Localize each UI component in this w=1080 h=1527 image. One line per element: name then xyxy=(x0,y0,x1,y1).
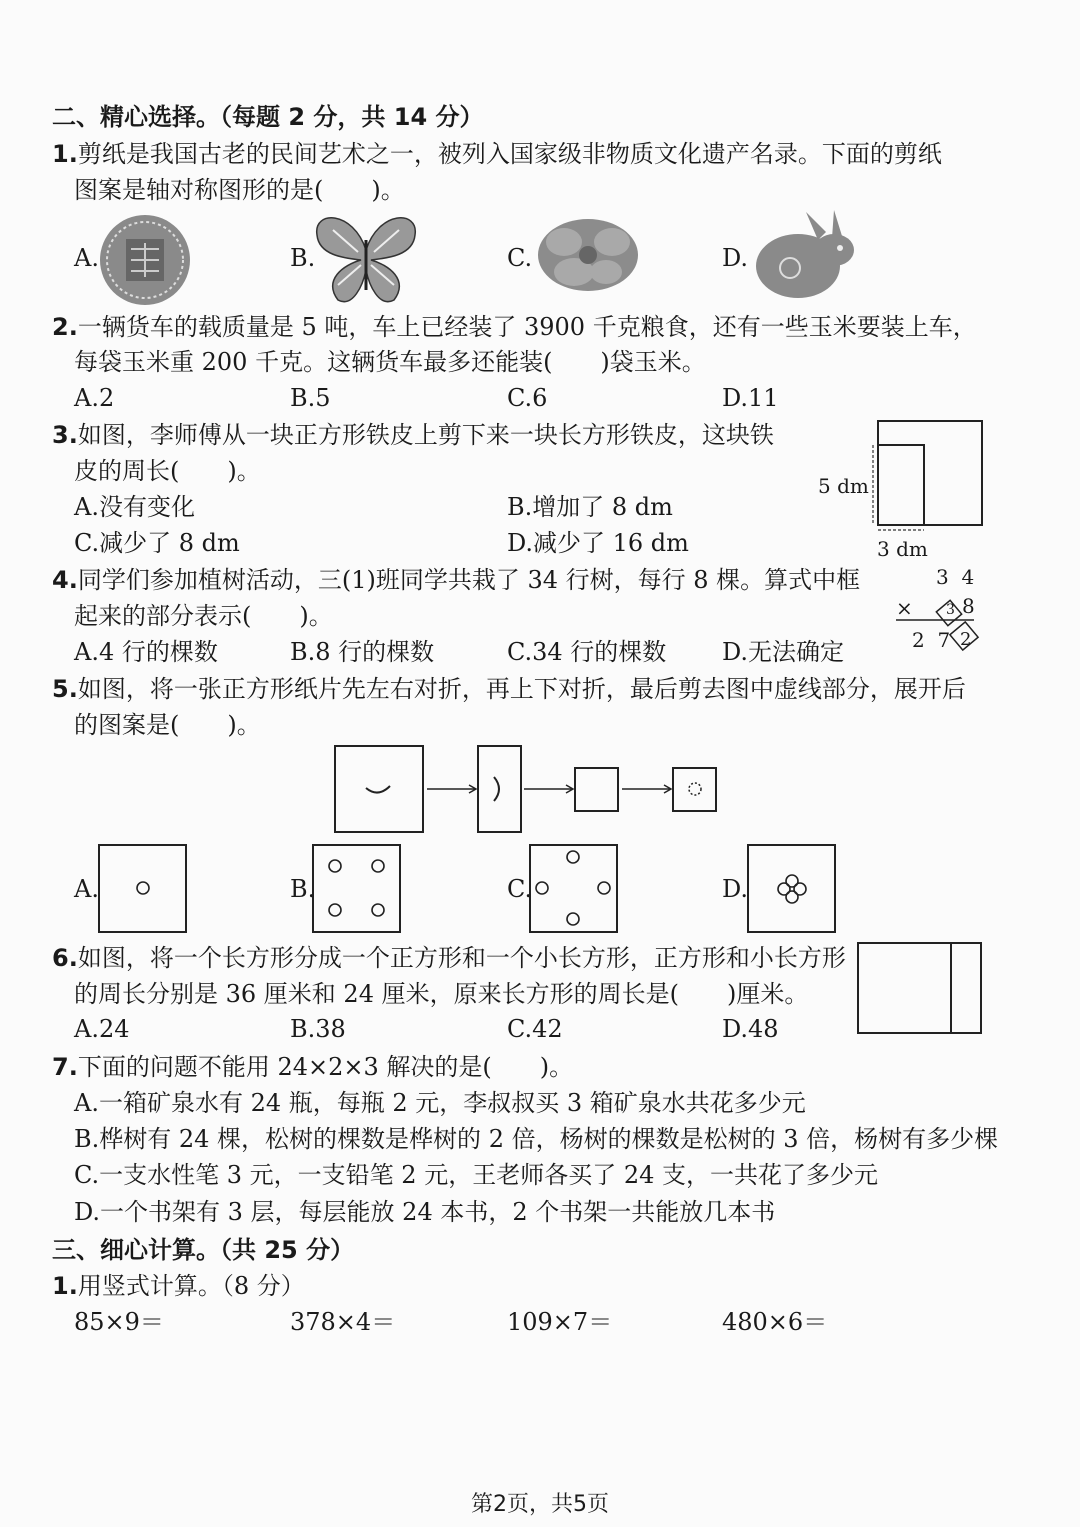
question-number: 7. xyxy=(52,1053,78,1081)
option-b[interactable]: B.增加了 8 dm xyxy=(507,493,673,521)
question-2-line2: 每袋玉米重 200 千克。这辆货车最多还能装( )袋玉米。 xyxy=(74,348,706,376)
option-c[interactable]: C.一支水性笔 3 元，一支铅笔 2 元，王老师各买了 24 支，一共花了多少元 xyxy=(74,1161,878,1189)
option-b[interactable]: B.8 行的棵数 xyxy=(290,638,435,666)
page-footer: 第2页，共5页 xyxy=(471,1492,609,1517)
question-number: 6. xyxy=(52,944,78,972)
calc-item: 480×6＝ xyxy=(722,1308,828,1336)
option-d[interactable]: D. xyxy=(722,244,749,272)
option-c[interactable]: C. xyxy=(507,244,533,272)
question-4 xyxy=(52,566,860,594)
calc-boxed-carry: 3 xyxy=(946,602,955,618)
calc-multiplier: 8 xyxy=(962,594,975,618)
option-b[interactable]: B.桦树有 24 棵，松树的棵数是桦树的 2 倍，杨树的棵数是松树的 3 倍，杨树有多少棵 xyxy=(74,1125,999,1153)
square-cut-figure xyxy=(866,420,984,540)
option-c[interactable]: C.34 行的棵数 xyxy=(507,638,667,666)
section-2-title: 二、精心选择。（每题 2 分，共 14 分） xyxy=(52,103,484,131)
question-text: 同学们参加植树活动，三(1)班同学共栽了 34 行树，每行 8 棵。算式中框 xyxy=(77,566,861,594)
option-a-figure xyxy=(98,844,188,934)
option-b[interactable]: B.38 xyxy=(290,1015,346,1043)
papercut-rabbit-image xyxy=(748,210,864,302)
question-3-line2: 皮的周长( )。 xyxy=(74,457,261,485)
question-7 xyxy=(52,1053,573,1081)
option-a[interactable]: A.没有变化 xyxy=(74,493,195,521)
question-number: 5. xyxy=(52,675,78,703)
question-5 xyxy=(52,675,966,703)
section-3-question-1 xyxy=(52,1272,305,1300)
option-c[interactable]: C.减少了 8 dm xyxy=(74,529,240,557)
question-number: 1. xyxy=(52,1272,78,1300)
section-3-title: 三、细心计算。（共 25 分） xyxy=(52,1236,355,1264)
question-text: 下面的问题不能用 24×2×3 解决的是( )。 xyxy=(77,1053,574,1081)
option-c[interactable]: C. xyxy=(507,875,533,903)
question-1-line2: 图案是轴对称图形的是( )。 xyxy=(74,176,405,204)
question-4-line2: 起来的部分表示( )。 xyxy=(74,602,333,630)
option-b[interactable]: B. xyxy=(290,244,316,272)
option-a[interactable]: A.4 行的棵数 xyxy=(74,638,218,666)
option-c-figure xyxy=(529,844,619,934)
calc-item: 109×7＝ xyxy=(507,1308,613,1336)
question-number: 3. xyxy=(52,421,78,449)
option-b[interactable]: B. xyxy=(290,875,316,903)
papercut-flower-image xyxy=(534,212,642,298)
calc-item: 85×9＝ xyxy=(74,1308,164,1336)
question-text: 如图，将一个长方形分成一个正方形和一个小长方形，正方形和小长方形 xyxy=(77,944,846,972)
option-b-figure xyxy=(312,844,402,934)
option-d[interactable]: D.11 xyxy=(722,384,779,412)
option-d-figure xyxy=(747,844,837,934)
option-a[interactable]: A. xyxy=(74,875,99,903)
question-number: 2. xyxy=(52,313,78,341)
question-text: 如图，李师傅从一块正方形铁皮上剪下来一块长方形铁皮，这块铁 xyxy=(77,421,774,449)
option-c[interactable]: C.42 xyxy=(507,1015,563,1043)
calc-times-sign: × xyxy=(896,596,913,620)
calc-item: 378×4＝ xyxy=(290,1308,396,1336)
calc-product: 2 7 xyxy=(912,628,951,652)
question-6-line2: 的周长分别是 36 厘米和 24 厘米，原来长方形的周长是( )厘米。 xyxy=(74,980,809,1008)
rectangle-split-figure xyxy=(857,942,983,1034)
question-text: 如图，将一张正方形纸片先左右对折，再上下对折，最后剪去图中虚线部分，展开后 xyxy=(77,675,966,703)
option-d[interactable]: D.一个书架有 3 层，每层能放 24 本书，2 个书架一共能放几本书 xyxy=(74,1198,776,1226)
question-6 xyxy=(52,944,846,972)
calc-multiplicand: 3 4 xyxy=(936,565,975,589)
option-a[interactable]: A. xyxy=(74,244,99,272)
option-d[interactable]: D. xyxy=(722,875,749,903)
question-number: 4. xyxy=(52,566,78,594)
figure-width-label: 3 dm xyxy=(877,537,928,561)
question-text: 一辆货车的载质量是 5 吨，车上已经装了 3900 千克粮食，还有一些玉米要装上车， xyxy=(77,313,977,341)
calc-boxed-digit: 2 xyxy=(960,629,972,650)
question-3 xyxy=(52,421,774,449)
question-1 xyxy=(52,140,942,168)
option-d[interactable]: D.无法确定 xyxy=(722,638,845,666)
question-text: 用竖式计算。（8 分） xyxy=(77,1272,305,1300)
question-2 xyxy=(52,313,977,341)
option-d[interactable]: D.48 xyxy=(722,1015,779,1043)
figure-height-label: 5 dm xyxy=(818,474,869,498)
option-a[interactable]: A.2 xyxy=(74,384,115,412)
question-text: 剪纸是我国古老的民间艺术之一，被列入国家级非物质文化遗产名录。下面的剪纸 xyxy=(77,140,942,168)
option-a[interactable]: A.24 xyxy=(74,1015,130,1043)
option-c[interactable]: C.6 xyxy=(507,384,548,412)
question-5-line2: 的图案是( )。 xyxy=(74,711,261,739)
fold-sequence-figure xyxy=(334,744,720,836)
question-number: 1. xyxy=(52,140,78,168)
option-b[interactable]: B.5 xyxy=(290,384,331,412)
option-a[interactable]: A.一箱矿泉水有 24 瓶，每瓶 2 元，李叔叔买 3 箱矿泉水共花多少元 xyxy=(74,1089,806,1117)
option-d[interactable]: D.减少了 16 dm xyxy=(507,529,689,557)
papercut-fu-image xyxy=(98,213,192,307)
papercut-butterfly-image xyxy=(313,210,419,308)
